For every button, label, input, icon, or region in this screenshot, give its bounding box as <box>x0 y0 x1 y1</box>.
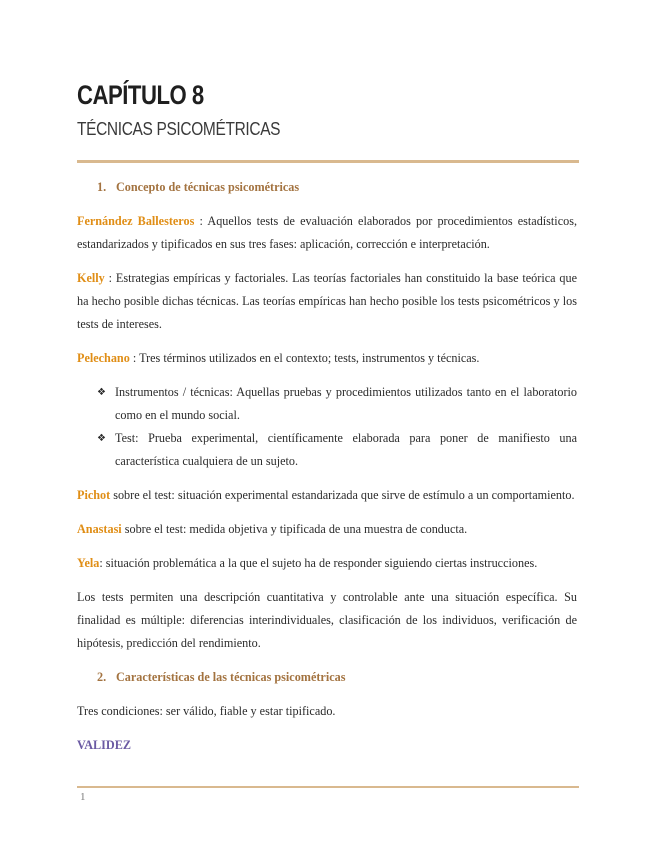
definition-text: : Aquellos tests de evaluación elaborados por procedimientos estadísticos, estandarizados y tipificados en sus tres fases: aplicación, corrección e interpretación. <box>77 214 577 251</box>
chapter-subtitle: TÉCNICAS PSICOMÉTRICAS <box>77 119 281 139</box>
page-number: 1 <box>80 791 86 803</box>
author-name: Anastasi <box>77 522 122 536</box>
definition-text: : Tres términos utilizados en el contexto; tests, instrumentos y técnicas. <box>129 351 480 365</box>
list-item-text: Instrumentos / técnicas: Aquellas pruebas y procedimientos utilizados tanto en el laboratorio como en el mundo social. <box>115 385 577 422</box>
footer-divider <box>77 786 579 788</box>
section-heading-characteristics <box>97 666 577 689</box>
author-name: Kelly <box>77 271 105 285</box>
definition-text: sobre el test: medida objetiva y tipificada de una muestra de conducta. <box>121 522 468 536</box>
bullet-list <box>77 381 577 473</box>
definition-text: : situación problemática a la que el sujeto ha de responder siguiendo ciertas instrucciones. <box>99 556 538 570</box>
diamond-bullet-icon: ❖ <box>97 433 106 444</box>
section-number: 1. <box>97 180 107 194</box>
list-item <box>97 427 577 473</box>
header-divider <box>77 160 579 163</box>
definition-paragraph <box>77 347 577 370</box>
summary-paragraph: Los tests permiten una descripción cuantitativa y controlable ante una situación específica. Su finalidad es múltiple: diferencias interindividuales, clasificación de los individuos, verificación de hipótesis, predicción del rendimiento. <box>77 590 577 650</box>
definition-paragraph <box>77 210 577 256</box>
diamond-bullet-icon: ❖ <box>97 387 106 398</box>
conditions-paragraph: Tres condiciones: ser válido, fiable y estar tipificado. <box>77 704 336 718</box>
list-item-text: Test: Prueba experimental, científicamente elaborada para poner de manifiesto una característica cualquiera de un sujeto. <box>115 431 577 468</box>
definition-paragraph <box>77 267 577 336</box>
author-name: Yela <box>77 556 100 570</box>
definition-paragraph <box>77 484 577 507</box>
definition-paragraph <box>77 552 577 575</box>
definition-text: sobre el test: situación experimental estandarizada que sirve de estímulo a un comportamiento. <box>110 488 575 502</box>
chapter-title: CAPÍTULO 8 <box>77 80 204 110</box>
definition-paragraph <box>77 518 577 541</box>
author-name: Pelechano <box>77 351 130 365</box>
list-item <box>97 381 577 427</box>
author-name: Pichot <box>77 488 111 502</box>
definition-text: : Estrategias empíricas y factoriales. Las teorías factoriales han constituido la base teórica que ha hecho posible dichas técnicas. Las teorías empíricas han hecho posible los tests psicométricos y los tests de intereses. <box>77 271 577 331</box>
section-heading-concept <box>97 176 577 199</box>
section-number: 2. <box>97 670 107 684</box>
section-title: Características de las técnicas psicométricas <box>116 670 346 684</box>
page-content <box>77 176 577 757</box>
author-name: Fernández Ballesteros <box>77 214 195 228</box>
validity-label: VALIDEZ <box>77 738 131 752</box>
section-title: Concepto de técnicas psicométricas <box>116 180 300 194</box>
